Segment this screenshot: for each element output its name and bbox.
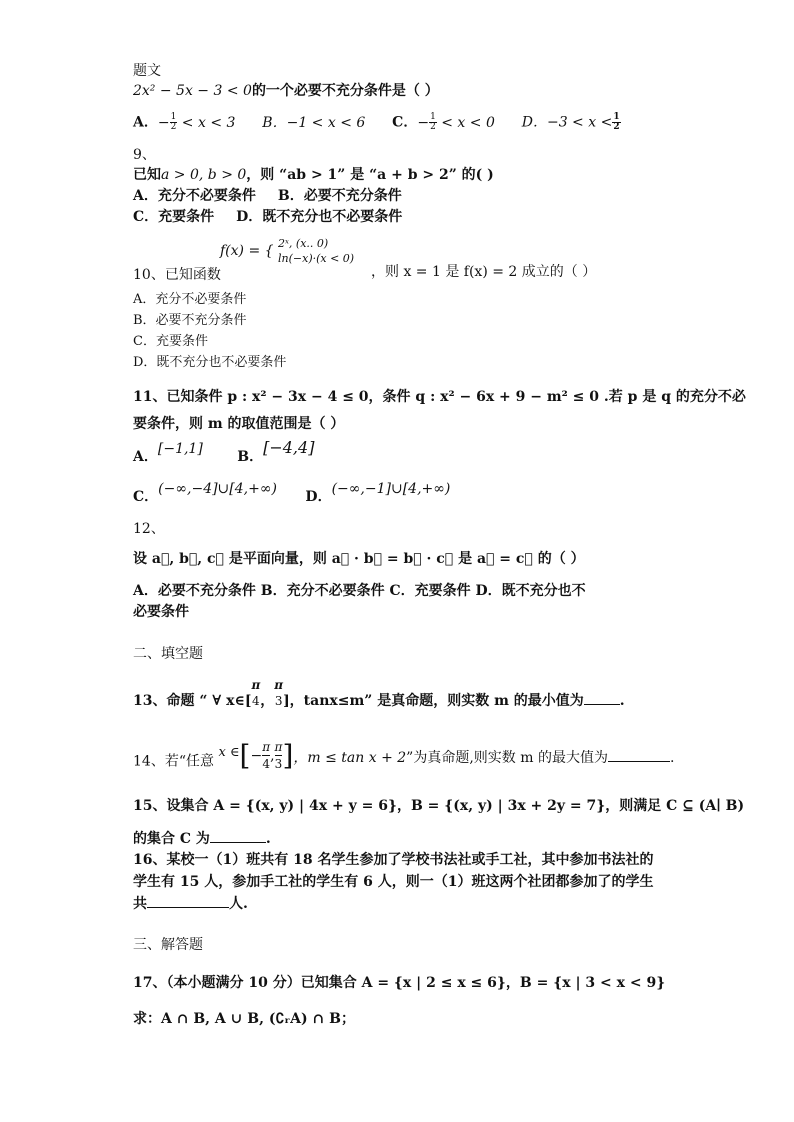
q15-stem-line2: 的集合 C 为 . bbox=[133, 831, 271, 847]
q11-option-a: [−1,1] bbox=[157, 441, 203, 457]
q16-blank bbox=[147, 895, 229, 908]
section-2-title: 二、填空题 bbox=[133, 646, 203, 662]
q11-option-d: (−∞,−1]∪[4,+∞) bbox=[331, 481, 451, 497]
q15-blank bbox=[210, 830, 266, 843]
q8-option-d: D．−3 < x < $\frac{1}{2}$ bbox=[521, 112, 620, 132]
q9-option-b: B．必要不充分条件 bbox=[277, 188, 402, 204]
q16-stem-line2: 学生有 15 人，参加手工社的学生有 6 人，则一（1）班这两个社团都参加了的学生 bbox=[133, 874, 654, 890]
q13-frac2-num: π bbox=[274, 678, 284, 692]
q10-stem-tail: ，则 x = 1 是 f(x) = 2 成立的（ ） bbox=[371, 264, 597, 280]
q13-frac1-num: π bbox=[251, 678, 261, 692]
q11-options-row1: A．[−1,1] B．[−4,4] bbox=[133, 438, 315, 465]
header-label: 题文 bbox=[133, 63, 161, 79]
q13-frac1-den: 4 bbox=[252, 694, 260, 708]
q17-stem-line1: 17、（本小题满分 10 分）已知集合 A = {x | 2 ≤ x ≤ 6}，B = {x | 3 < x < 9} bbox=[133, 975, 666, 991]
question-8-options bbox=[133, 113, 643, 132]
q11-stem-line2: 要条件，则 m 的取值范围是（ ） bbox=[133, 416, 345, 432]
q16-stem-line3: 共 人. bbox=[133, 896, 248, 912]
q10-option-b: B．必要不充分条件 bbox=[133, 313, 247, 328]
question-8-stem bbox=[133, 82, 439, 100]
q12-number: 12、 bbox=[133, 521, 165, 537]
q12-stem: 设 a⃗, b⃗, c⃗ 是平面向量，则 a⃗ · b⃗ = b⃗ · c⃗ 是 a⃗ = c⃗ 的（ ） bbox=[133, 551, 585, 567]
q9-number: 9、 bbox=[133, 147, 156, 163]
question-9-options-row1 bbox=[133, 187, 402, 205]
q15-stem-line1: 15、设集合 A = {(x, y) | 4x + y = 6}，B = {(x, y) | 3x + 2y = 7}，则满足 C ⊆ (A∣ B) bbox=[133, 798, 745, 814]
q9-option-a: A．充分不必要条件 bbox=[133, 188, 256, 204]
q10-piecewise-function: f(x) = { 2ˣ, (x.. 0) ln(−x)·(x < 0) bbox=[220, 237, 355, 265]
question-9-options-row2 bbox=[133, 208, 402, 226]
q11-options-row2: C．(−∞,−4]∪[4,+∞) D．(−∞,−1]∪[4,+∞) bbox=[133, 481, 451, 505]
q13-stem: 13、命题 “ ∀ x∈[ π 4 ， π 3 ]，tanx≤m” 是真命题，则实数 m 的最小值为 . bbox=[133, 678, 625, 709]
q8-option-a: A．− $\frac{1}{2}$ < x < 3 bbox=[133, 112, 236, 132]
q13-frac2-den: 3 bbox=[274, 694, 283, 708]
q12-options-line2: 必要条件 bbox=[133, 604, 189, 620]
q10-option-c: C．充要条件 bbox=[133, 334, 208, 349]
q10-case-1: 2ˣ, (x.. 0) bbox=[278, 237, 329, 250]
q8-option-b: B．−1 < x < 6 bbox=[262, 114, 366, 131]
q9-option-d: D．既不充分也不必要条件 bbox=[236, 209, 403, 225]
q16-stem-line1: 16、某校一（1）班共有 18 名学生参加了学校书法社或手工社，其中参加书法社的 bbox=[133, 852, 654, 868]
q10-stem-prefix: 10、已知函数 bbox=[133, 267, 221, 283]
q14-stem: 14、若“任意 x ∈[− $\frac{\pi}{4}$ , $\frac{\pi}{3}$ ]，m ≤ tan x + 2”为真命题,则实数 m 的最大值为 . bbox=[133, 738, 675, 772]
q10-case-2: ln(−x)·(x < 0) bbox=[278, 252, 355, 265]
q11-stem-line1: 11、已知条件 p : x² − 3x − 4 ≤ 0，条件 q : x² − 6x + 9 − m² ≤ 0 .若 p 是 q 的充分不必 bbox=[133, 389, 746, 405]
q8-option-c: C．− $\frac{1}{2}$ < x < 0 bbox=[392, 112, 495, 132]
q9-option-c: C．充要条件 bbox=[133, 209, 215, 225]
q10-option-d: D．既不充分也不必要条件 bbox=[133, 355, 287, 370]
q8-stem-text: 的一个必要不充分条件是（ ） bbox=[251, 83, 439, 99]
question-9-stem: 已知a > 0, b > 0，则 “ab > 1” 是 “a + b > 2” 的( ) bbox=[133, 167, 494, 183]
q11-option-c: (−∞,−4]∪[4,+∞) bbox=[158, 481, 277, 497]
q8-stem-math: 2x² − 5x − 3 < 0 bbox=[133, 83, 252, 99]
q12-options-line1: A．必要不充分条件 B．充分不必要条件 C．充要条件 D．既不充分也不 bbox=[133, 583, 586, 599]
q17-stem-line2: 求：A ∩ B, A ∪ B, (∁ᵣA) ∩ B； bbox=[133, 1011, 355, 1027]
q11-option-b: [−4,4] bbox=[263, 438, 315, 457]
q10-option-a: A．充分不必要条件 bbox=[133, 292, 247, 307]
q13-blank bbox=[584, 692, 620, 705]
section-3-title: 三、解答题 bbox=[133, 937, 203, 953]
q14-blank bbox=[608, 749, 670, 762]
